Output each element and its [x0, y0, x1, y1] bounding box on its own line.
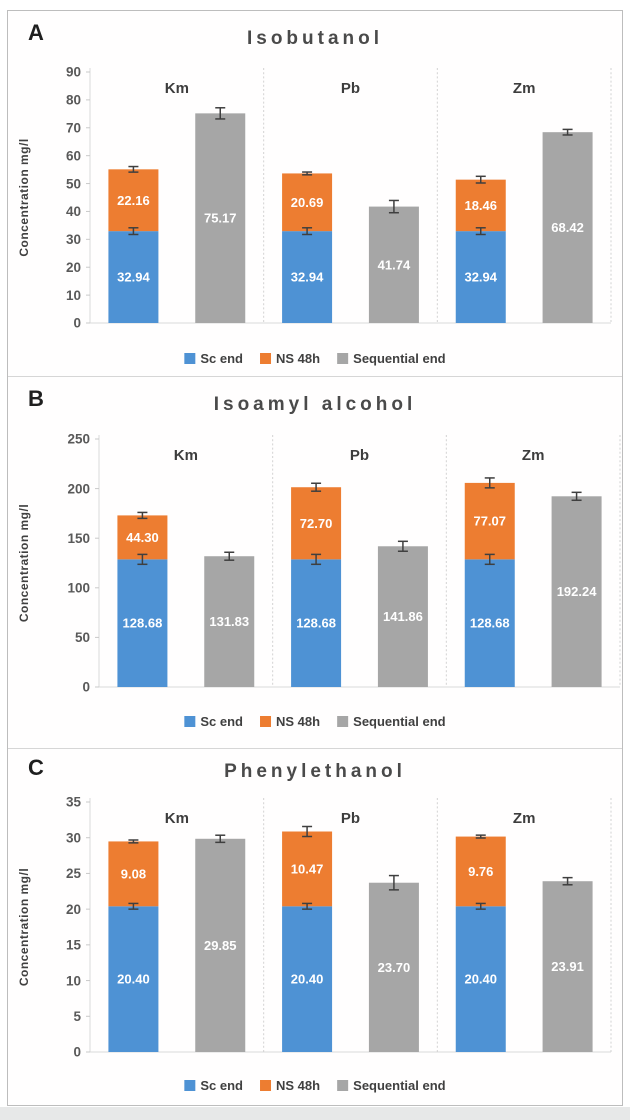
- y-tick-label: 15: [65, 937, 81, 953]
- panel-title-phenylethanol: Phenylethanol: [224, 761, 406, 782]
- group-label: Zm: [512, 80, 536, 97]
- value-label-sequential-end: 41.74: [377, 257, 411, 273]
- y-tick-label: 60: [65, 148, 81, 164]
- legend-swatch-sequential_end: [337, 716, 348, 727]
- y-tick-label: 150: [67, 530, 90, 546]
- legend: [184, 351, 445, 366]
- group-label: Pb: [340, 810, 361, 827]
- panel-letter-b: B: [28, 386, 44, 411]
- legend-swatch-sequential_end: [337, 353, 348, 364]
- y-tick-label: 30: [65, 232, 81, 248]
- value-label-ns-48h: 77.07: [473, 513, 507, 529]
- y-tick-label: 70: [65, 120, 81, 136]
- legend-label-sequential_end: Sequential end: [353, 714, 446, 729]
- page-background-strip: [0, 1107, 630, 1120]
- value-label-sc-end: 20.40: [464, 971, 498, 987]
- value-label-sc-end: 32.94: [464, 269, 498, 285]
- group-label: Zm: [521, 447, 545, 464]
- y-axis-title: Concentration mg/l: [17, 867, 31, 987]
- legend-swatch-sc_end: [184, 1080, 195, 1091]
- value-label-sc-end: 32.94: [290, 269, 324, 285]
- y-tick-label: 90: [65, 64, 81, 80]
- panel-isoamyl-alcohol: [8, 377, 622, 749]
- error-bar: [476, 835, 486, 838]
- y-tick-label: 200: [67, 481, 90, 497]
- value-label-ns-48h: 44.30: [126, 529, 159, 545]
- legend-label-sc_end: Sc end: [200, 351, 243, 366]
- legend-label-ns_48h: NS 48h: [276, 1078, 321, 1093]
- value-label-ns-48h: 18.46: [464, 197, 498, 213]
- legend-swatch-sc_end: [184, 353, 195, 364]
- panel-title-isobutanol: Isobutanol: [246, 28, 384, 49]
- y-tick-label: 0: [73, 1044, 81, 1060]
- y-tick-label: 35: [65, 794, 81, 810]
- legend-label-ns_48h: NS 48h: [276, 351, 321, 366]
- value-label-sc-end: 128.68: [296, 615, 336, 631]
- panel-title-isoamyl-alcohol: Isoamyl alcohol: [213, 394, 417, 415]
- group-label: Zm: [512, 810, 536, 827]
- group-label: Pb: [340, 80, 361, 97]
- legend-label-sequential_end: Sequential end: [353, 351, 446, 366]
- y-tick-label: 50: [65, 176, 81, 192]
- y-tick-label: 40: [65, 204, 81, 220]
- value-label-ns-48h: 10.47: [290, 861, 324, 877]
- value-label-ns-48h: 9.76: [468, 863, 494, 879]
- value-label-sc-end: 128.68: [469, 615, 510, 631]
- y-tick-label: 50: [74, 630, 90, 646]
- value-label-sequential-end: 141.86: [383, 609, 423, 625]
- legend-swatch-ns_48h: [260, 1080, 271, 1091]
- panel-phenylethanol: [8, 749, 622, 1105]
- y-tick-label: 250: [67, 431, 90, 447]
- y-tick-label: 5: [73, 1009, 81, 1025]
- group-label: Km: [173, 447, 198, 464]
- value-label-sequential-end: 23.70: [377, 959, 411, 975]
- y-tick-label: 20: [65, 259, 81, 275]
- legend-swatch-ns_48h: [260, 716, 271, 727]
- value-label-sc-end: 128.68: [122, 615, 163, 631]
- y-tick-label: 25: [65, 866, 81, 882]
- value-label-sc-end: 20.40: [290, 971, 324, 987]
- figure-card: [7, 10, 623, 1106]
- legend: [184, 1078, 445, 1093]
- value-label-sequential-end: 23.91: [551, 959, 584, 975]
- value-label-sequential-end: 192.24: [556, 584, 597, 600]
- panel-letter-c: C: [28, 755, 44, 780]
- group-label: Km: [164, 810, 189, 827]
- y-tick-label: 10: [65, 287, 81, 303]
- value-label-ns-48h: 20.69: [290, 194, 324, 210]
- y-tick-label: 0: [73, 315, 81, 331]
- value-label-sequential-end: 131.83: [209, 614, 250, 630]
- value-label-ns-48h: 22.16: [117, 192, 150, 208]
- legend-label-sequential_end: Sequential end: [353, 1078, 446, 1093]
- legend: [184, 714, 445, 729]
- chart-phenylethanol: [8, 749, 622, 1105]
- group-label: Km: [164, 80, 189, 97]
- legend-label-ns_48h: NS 48h: [276, 714, 321, 729]
- panel-letter-a: A: [28, 20, 44, 45]
- value-label-sequential-end: 75.17: [203, 210, 237, 226]
- y-tick-label: 10: [65, 973, 81, 989]
- y-tick-label: 0: [82, 679, 90, 695]
- value-label-sequential-end: 29.85: [203, 937, 237, 953]
- value-label-sc-end: 32.94: [117, 269, 150, 285]
- value-label-sc-end: 20.40: [117, 971, 150, 987]
- y-tick-label: 20: [65, 901, 81, 917]
- panel-isobutanol: [8, 11, 622, 377]
- y-tick-label: 100: [67, 580, 90, 596]
- legend-swatch-ns_48h: [260, 353, 271, 364]
- y-axis-title: Concentration mg/l: [17, 138, 31, 257]
- group-label: Pb: [349, 447, 370, 464]
- chart-isobutanol: [8, 11, 622, 376]
- value-label-ns-48h: 9.08: [120, 866, 147, 882]
- legend-swatch-sequential_end: [337, 1080, 348, 1091]
- legend-label-sc_end: Sc end: [200, 1078, 243, 1093]
- chart-isoamyl-alcohol: [8, 377, 622, 748]
- value-label-ns-48h: 72.70: [299, 515, 333, 531]
- legend-label-sc_end: Sc end: [200, 714, 243, 729]
- legend-swatch-sc_end: [184, 716, 195, 727]
- value-label-sequential-end: 68.42: [551, 220, 584, 236]
- y-tick-label: 30: [65, 830, 81, 846]
- y-tick-label: 80: [65, 92, 81, 108]
- y-axis-title: Concentration mg/l: [17, 503, 31, 623]
